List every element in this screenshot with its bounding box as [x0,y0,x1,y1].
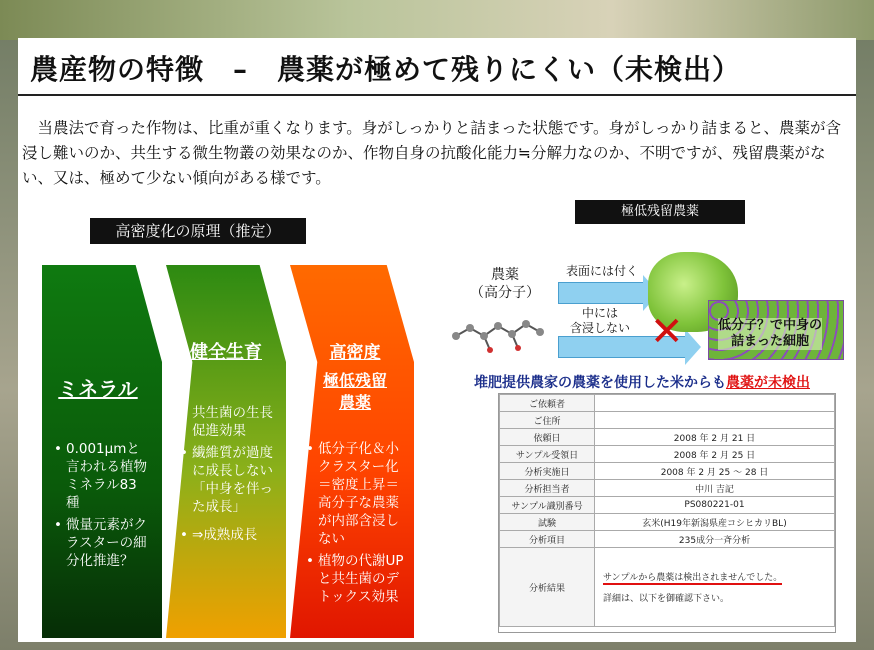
chevron-density-head3: 農薬 [338,393,371,412]
chevron-growth-list [180,404,278,548]
report-key: 分析担当者 [500,480,595,497]
result-line-2: 詳細は、以下を御確認下さい。 [603,594,730,604]
chevron-mineral-list [54,440,150,574]
report-key: ご依頼者 [500,395,595,412]
intro-paragraph: 当農法で育った作物は、比重が重くなります。身がしっかりと詰まった状態です。身がしっかり詰まると、農薬が含浸し難いのか、共生する微生物叢の効果なのか、作物自身の抗酸化能力≒分解力なのか、不明ですが、残留農薬がない、又は、極めて少ない傾向がある様です。 [22,119,842,187]
report-result [595,548,835,627]
list-item: • 共生菌の生長促進効果 [180,404,278,440]
compost-text: 堆肥提供農家の農薬を使用した米からも [474,375,726,391]
report-value: 235成分一斉分析 [595,531,835,548]
compost-highlight: 農薬が未検出 [726,375,810,391]
report-table [499,394,835,627]
arrow-surface [558,282,644,304]
arrow-bottom-text: 中には 含浸しない [570,306,631,335]
table-row [500,497,835,514]
compost-statement [474,372,810,392]
list-item: • 0.001μmと言われる植物ミネラル83種 [54,440,150,512]
report-value [595,412,835,429]
list-item: • 微量元素がクラスターの細分化推進？ [54,516,150,570]
principle-label: 高密度化の原理（推定） [90,218,306,244]
title-bar [18,38,856,96]
report-key: 分析実施日 [500,463,595,480]
report-key: 分析結果 [500,548,595,627]
blocked-x-icon: ✕ [650,309,684,355]
report-value: 玄米(H19年新潟県産コシヒカリBL) [595,514,835,531]
report-key: 依頼日 [500,429,595,446]
list-item: • ⇒成熟成長 [180,526,278,544]
report-key: サンプル識別番号 [500,497,595,514]
list-item: • 繊維質が過度に成長しない「中身を伴った成長」 [180,444,278,516]
table-row [500,514,835,531]
slide [18,38,856,642]
arrow-top-text: 表面には付く [566,264,639,278]
table-row [500,412,835,429]
report-key: 分析項目 [500,531,595,548]
background-photo [0,0,874,40]
table-row [500,395,835,412]
table-row [500,446,835,463]
table-row [500,548,835,627]
report-value [595,395,835,412]
report-key: サンプル受領日 [500,446,595,463]
cells-label: 低分子？で中身の 詰まった細胞 [718,318,823,349]
table-row [500,531,835,548]
report-value: PS080221-01 [595,497,835,514]
report-value: 2008 年 2 月 25 ～ 28 日 [595,463,835,480]
chevron-density-head2: 極低残留 [322,371,387,390]
molecule-icon [448,306,548,356]
page-title: 農産物の特徴 – 農薬が極めて残りにくい（未検出） [30,53,742,86]
table-row [500,480,835,497]
chevron-mineral-head: ミネラル [58,377,138,401]
report-value: 2008 年 2 月 25 日 [595,446,835,463]
list-item: • 低分子化＆小クラスター化＝密度上昇＝高分子な農薬が内部含浸しない [306,440,410,548]
chevron-density-list [306,440,410,610]
chevron-growth-head: 健全生育 [190,342,262,363]
report-key: 試験 [500,514,595,531]
report-value: 中川 吉記 [595,480,835,497]
table-row [500,463,835,480]
molecule-label: 農薬 （高分子） [470,267,540,301]
analysis-report [498,393,836,633]
report-key: ご住所 [500,412,595,429]
table-row [500,429,835,446]
list-item: • 植物の代謝UPと共生菌のデトックス効果 [306,552,410,606]
result-line-1: サンプルから農薬は検出されませんでした。 [603,570,782,585]
pesticide-label: 極低残留農薬 [575,200,745,224]
chevron-density-head: 高密度 [329,343,381,363]
report-value: 2008 年 2 月 21 日 [595,429,835,446]
